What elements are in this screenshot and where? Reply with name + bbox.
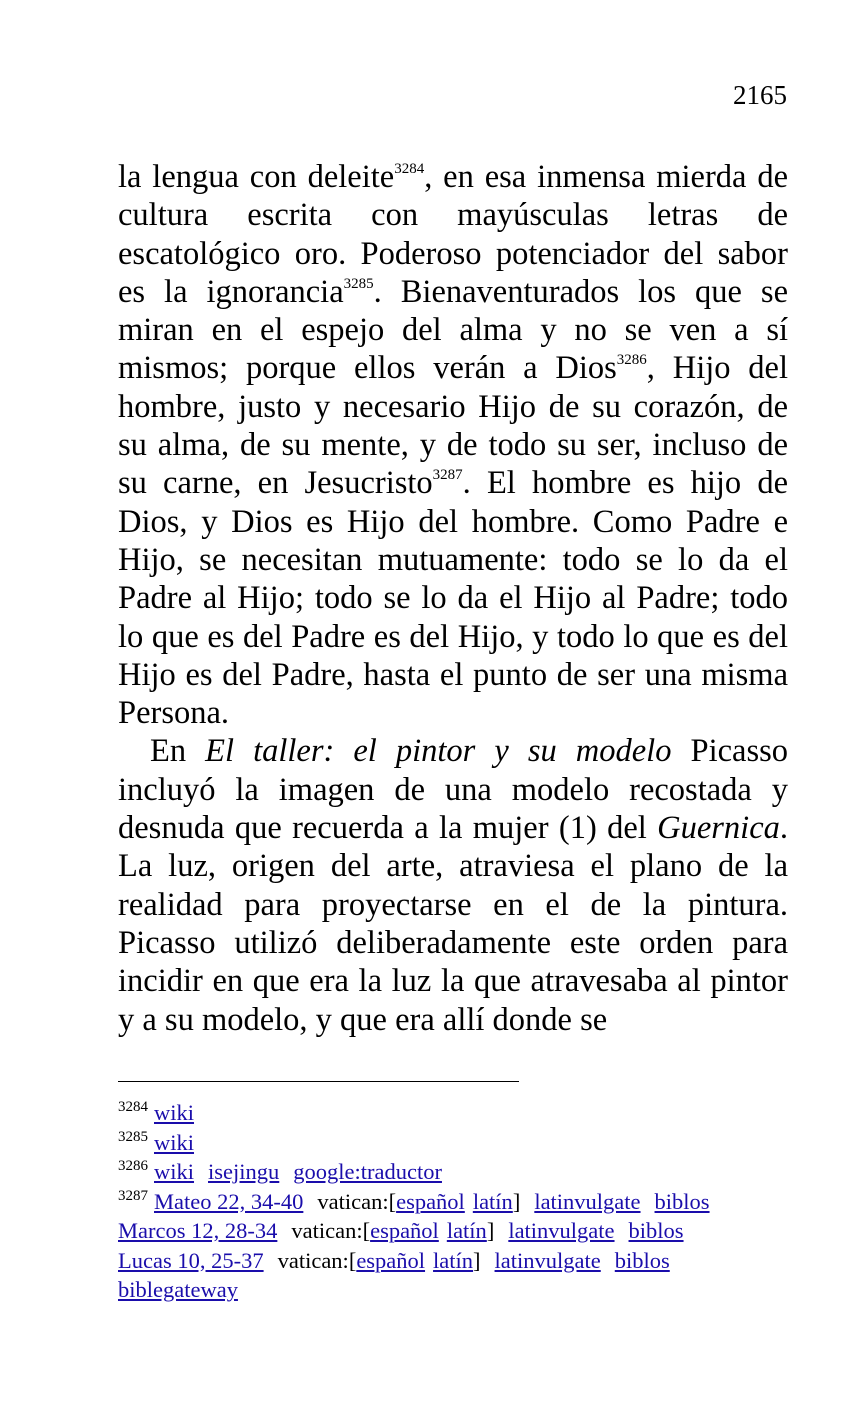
lucas-link[interactable]: Lucas 10, 25-37 [118, 1247, 264, 1273]
footnote-ref-3286: 3286 [616, 352, 647, 369]
bracket: ] [486, 1218, 495, 1243]
body-text [118, 158, 788, 1039]
latinvulgate-link[interactable]: latinvulgate [508, 1218, 615, 1243]
bracket: ] [512, 1188, 521, 1214]
wiki-link[interactable]: wiki [154, 1159, 195, 1184]
isejingu-link[interactable]: isejingu [208, 1159, 280, 1184]
biblos-link[interactable]: biblos [614, 1247, 670, 1273]
text-run: . Bienaventurados los que se miran en el espejo del alma y no se ven a sí mismos; porque ellos verán a Dios [118, 273, 788, 387]
footnote-3287-mateo [118, 1187, 808, 1217]
vatican-label: vatican: [277, 1247, 349, 1273]
footnote-3284 [118, 1098, 808, 1128]
footnote-separator [118, 1081, 519, 1082]
bracket: ] [473, 1247, 481, 1273]
footnote-ref-3285: 3285 [343, 275, 374, 292]
biblos-link[interactable]: biblos [654, 1188, 710, 1214]
vatican-espanol-link[interactable]: español [396, 1188, 465, 1214]
bracket: [ [362, 1218, 371, 1243]
text-run: , en esa inmensa mierda de cultura escrita con mayúsculas letras de escatológico oro. Poderoso potenciador del sabor es la ignorancia [118, 159, 789, 310]
vatican-espanol-link[interactable]: español [356, 1247, 426, 1273]
footnote-number: 3287 [118, 1187, 148, 1204]
footnotes [118, 1098, 808, 1305]
footnote-3285 [118, 1128, 808, 1158]
vatican-espanol-link[interactable]: español [370, 1218, 439, 1243]
text-run: En [150, 733, 206, 770]
bracket: [ [348, 1247, 357, 1273]
biblegateway-link[interactable]: biblegateway [118, 1277, 238, 1302]
page-number: 2165 [733, 80, 787, 110]
footnote-ref-3284: 3284 [394, 161, 425, 177]
footnote-number: 3286 [118, 1158, 148, 1174]
text-run: , Hijo del hombre, justo y necesario Hijo de su corazón, de su alma, de su mente, y de todo su ser, incluso de su carne, en Jesucristo [118, 350, 789, 502]
artwork-title: Guernica [657, 810, 780, 847]
text-run: Picasso incluyó la imagen de una modelo recostada y desnuda que recuerda a la mujer (1) del [118, 733, 788, 847]
wiki-link[interactable]: wiki [154, 1129, 195, 1155]
artwork-title: El taller: el pintor y su modelo [205, 733, 672, 770]
footnote-number: 3285 [118, 1128, 148, 1145]
vatican-label: vatican: [291, 1218, 363, 1243]
footnote-number: 3284 [118, 1099, 148, 1115]
bracket: [ [388, 1188, 397, 1214]
footnote-3287-marcos [118, 1216, 808, 1246]
google-translate-link[interactable]: google:traductor [293, 1159, 442, 1184]
wiki-link[interactable]: wiki [154, 1100, 195, 1125]
paragraph [118, 732, 788, 1038]
footnote-3287-lucas [118, 1246, 808, 1276]
text-run: . El hombre es hijo de Dios, y Dios es Hijo del hombre. Como Padre e Hijo, se necesitan mutuamente: todo se lo da el Padre al Hijo; todo se lo da el Hijo al Padre; todo lo que es del Padre es del Hijo, y todo lo que es del Hijo es del Padre, hasta el punto de ser una misma Persona. [118, 465, 788, 732]
vatican-label: vatican: [317, 1188, 389, 1214]
text-run: la lengua con deleite [118, 159, 395, 195]
biblos-link[interactable]: biblos [628, 1218, 684, 1243]
paragraph [118, 158, 788, 732]
mateo-link[interactable]: Mateo 22, 34-40 [154, 1188, 304, 1214]
latinvulgate-link[interactable]: latinvulgate [534, 1188, 641, 1214]
footnote-3286 [118, 1157, 808, 1187]
latinvulgate-link[interactable]: latinvulgate [494, 1247, 601, 1273]
vatican-latin-link[interactable]: latín [446, 1218, 487, 1243]
marcos-link[interactable]: Marcos 12, 28-34 [118, 1218, 278, 1243]
text-run: . La luz, origen del arte, atraviesa el plano de la realidad para proyectarse en el de la pintura. Picasso utilizó deliberadamente este orden para incidir en que era la luz la que atravesaba al pintor y a su modelo, y que era allí donde se [118, 810, 788, 1038]
vatican-latin-link[interactable]: latín [433, 1247, 474, 1273]
footnote-ref-3287: 3287 [432, 467, 463, 484]
footnote-3287-biblegateway [118, 1275, 808, 1305]
vatican-latin-link[interactable]: latín [472, 1188, 513, 1214]
